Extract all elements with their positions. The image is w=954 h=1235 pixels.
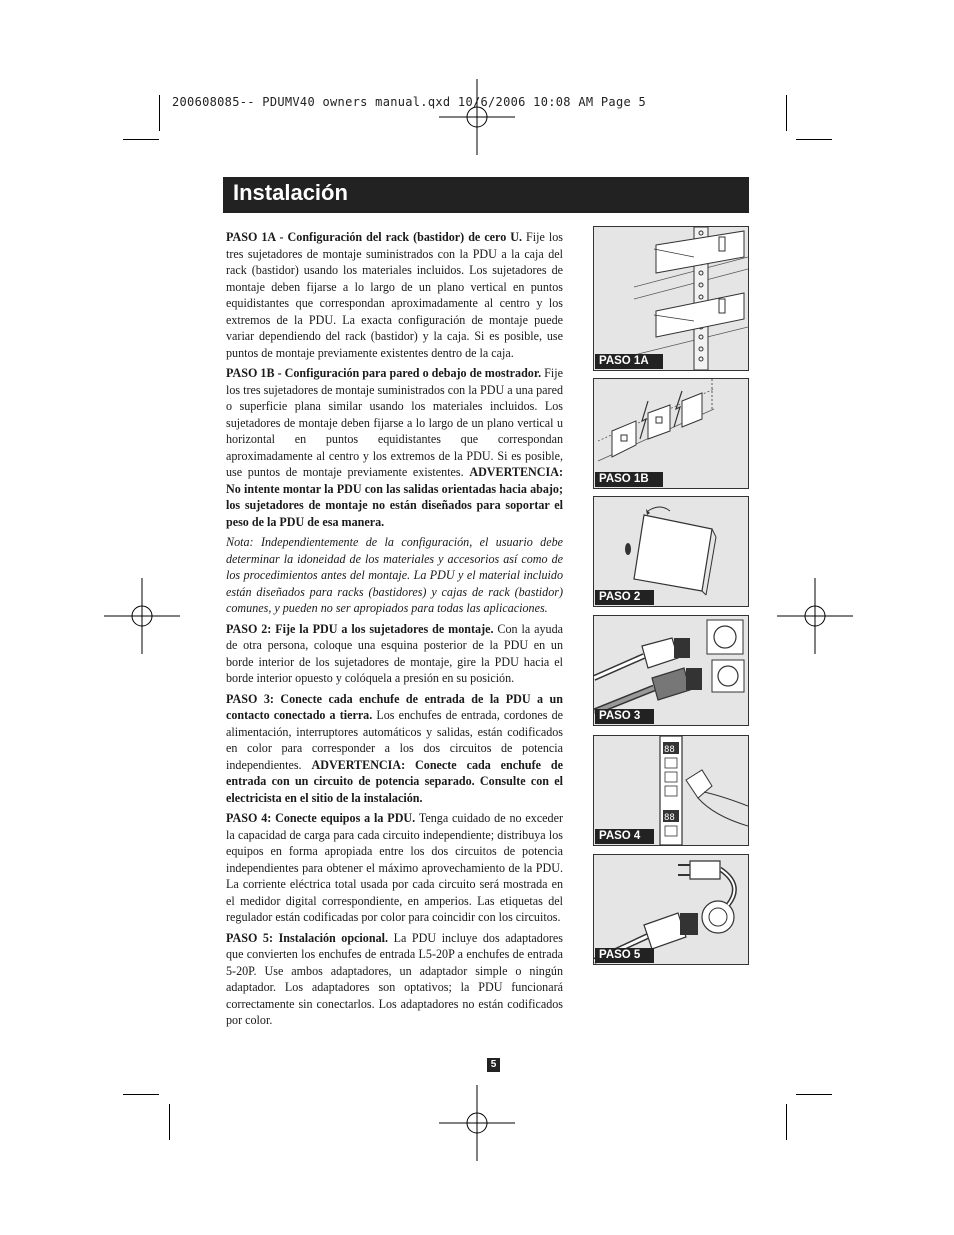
figure-step-1b: [593, 378, 749, 489]
registration-mark-icon: [439, 1085, 515, 1161]
step-body: Los enchufes de entrada, cordones de alimentación, interruptores automáticos y salidas, están codificados en color para corresponder a los dos circuitos de potencia independientes.: [226, 708, 564, 772]
step-5-paragraph: [226, 930, 563, 1029]
crop-mark: [796, 139, 832, 140]
figure-label: PASO 1A: [595, 354, 663, 369]
step-body: Fije los tres sujetadores de montaje suministrados con la PDU a una pared o superficie plana similar usando los materiales incluidos. Los sujetadores de montaje deben fijarse a lo largo de un plano vertical u horizontal en puntos equidistantes que correspondan aproximadamente al centro y los extremos de la PDU. Si es posible, use puntos de montaje previamente existentes.: [226, 366, 563, 479]
registration-mark-icon: [104, 578, 180, 654]
crop-mark: [786, 95, 787, 131]
note-paragraph: Nota: Independientemente de la configuración, el usuario debe determinar la idoneidad de los materiales y accesorios así como de los procedimientos antes del montaje. La PDU y el material incluido están diseñados para racks (bastidores) y cajas de rack (bastidor) comunes, y pueden no ser apropiados para todas las aplicaciones.: [226, 535, 563, 615]
registration-mark-icon: [777, 578, 853, 654]
crop-mark: [123, 1094, 159, 1095]
step-heading: PASO 5: Instalación opcional.: [226, 930, 388, 945]
crop-mark: [169, 1104, 170, 1140]
figure-step-4: [593, 735, 749, 846]
figure-label: PASO 3: [595, 709, 654, 724]
step-4-paragraph: [226, 810, 563, 926]
figure-step-1a: [593, 226, 749, 371]
instructions-text: [226, 229, 563, 1033]
meter-display-digits: 88: [664, 745, 675, 755]
step-heading: PASO 1B - Configuración para pared o debajo de mostrador.: [226, 366, 542, 380]
page-number: 5: [487, 1058, 500, 1072]
meter-display-digits: 88: [664, 813, 675, 823]
step-body: La PDU incluye dos adaptadores que convierten los enchufes de entrada L5-20P a enchufes de entrada 5-20P. Use ambos adaptadores, un adaptador simple o ningún adaptador. Los adaptadores son optativos; la PDU funcionará correctamente sin conectarlos. Los adaptadores no están codificados por color.: [226, 930, 563, 1027]
registration-mark-icon: [439, 79, 515, 155]
section-title-bar: [223, 177, 749, 213]
print-slug: 200608085-- PDUMV40 owners manual.qxd 10/6/2006 10:08 AM Page 5: [172, 95, 647, 109]
step-body: Fije los tres sujetadores de montaje suministrados con la PDU a la caja del rack (bastidor) usando los materiales incluidos. Los sujetadores de montaje deben fijarse a lo largo de un plano vertical en puntos equidistantes que correspondan aproximadamente al centro y los extremos de la PDU. La exacta configuración de montaje puede variar dependiendo del rack (bastidor) y la caja. Si es posible, use puntos de montaje previamente existentes dentro de la caja.: [226, 230, 563, 360]
warning-text: ADVERTENCIA: Conecte cada enchufe de entrada con un circuito de potencia separado. Consulte con el electricista en el sitio de la instalación.: [226, 757, 563, 805]
crop-mark: [796, 1094, 832, 1095]
figure-step-2: [593, 496, 749, 607]
figure-step-3: [593, 615, 749, 726]
warning-text: ADVERTENCIA: No intente montar la PDU con las salidas orientadas hacia abajo; los sujetadores de montaje no están diseñados para soportar el peso de la PDU de esa manera.: [226, 465, 563, 529]
step-heading: PASO 1A - Configuración del rack (bastidor) de cero U.: [226, 230, 523, 244]
figure-label: PASO 5: [595, 948, 654, 963]
figure-step-5: [593, 854, 749, 965]
step-2-paragraph: [226, 621, 563, 687]
step-heading: PASO 4: Conecte equipos a la PDU.: [226, 811, 416, 825]
step-1a-paragraph: [226, 229, 563, 361]
step-body: Con la ayuda de otra persona, coloque una esquina posterior de la PDU en un borde interior de los sujetadores de montaje, gire la PDU hacia el borde interior opuesto y colóquela a presión en su posición.: [226, 621, 563, 685]
figure-label: PASO 4: [595, 829, 654, 844]
rack-bracket-illustration-icon: [594, 227, 748, 370]
step-1b-paragraph: [226, 365, 563, 530]
figure-label: PASO 1B: [595, 472, 663, 487]
step-heading: PASO 2: Fije la PDU a los sujetadores de montaje.: [226, 621, 494, 636]
crop-mark: [159, 95, 160, 131]
crop-mark: [123, 139, 159, 140]
step-body: Tenga cuidado de no exceder la capacidad de carga para cada circuito independiente; distribuya los equipos en forma apropiada entre los dos circuitos de potencia independientes para obtener el máximo aprovechamiento de la PDU. La corriente eléctrica total usada por cada circuito será mostrada en el medidor digital correspondiente, en amperios. Las etiquetas del regulador están codificadas por color para coincidir con los circuitos.: [226, 811, 563, 924]
figure-label: PASO 2: [595, 590, 654, 605]
step-3-paragraph: [226, 691, 563, 807]
page-title: Instalación: [233, 180, 348, 205]
step-heading: PASO 3: Conecte cada enchufe de entrada de la PDU a un contacto conectado a tierra.: [226, 691, 563, 722]
crop-mark: [786, 1104, 787, 1140]
